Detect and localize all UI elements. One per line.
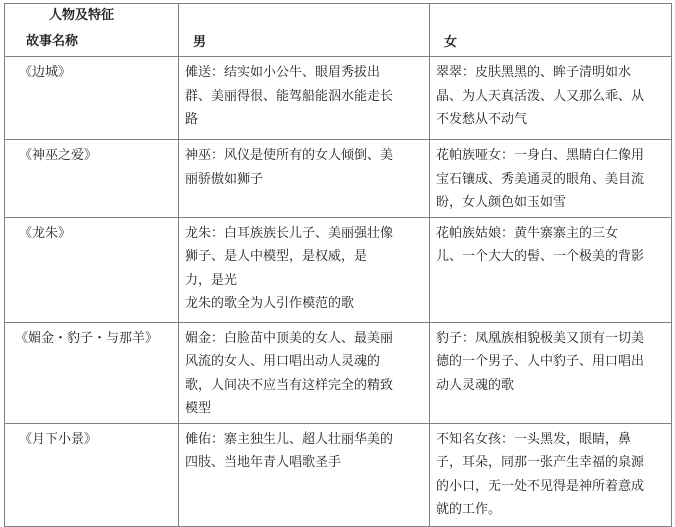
male-description — [179, 217, 430, 322]
story-title: 《媚金・豹子・与那羊》 — [5, 322, 179, 423]
male-description — [179, 423, 430, 526]
corner-header-bottom: 故事名称 — [26, 34, 79, 49]
text-line: 狮子、是人中模型，是权威，是 — [185, 249, 368, 264]
male-description — [179, 57, 430, 140]
text-line: 德的一个男子、人中豹子、用口唱出 — [436, 354, 645, 369]
text-line: 盼，女人颜色如玉如雪 — [436, 195, 567, 210]
text-line: 就的工作。 — [436, 502, 502, 517]
table-header-row — [5, 4, 672, 57]
text-line: 风流的女人、用口唱出动人灵魂的 — [185, 354, 381, 369]
text-line: 傩送：结实如小公牛、眼眉秀拔出 — [185, 65, 381, 80]
text-line: 龙朱：白耳族族长儿子、美丽强壮像 — [185, 225, 394, 241]
story-title: 《龙朱》 — [5, 217, 179, 322]
table-row — [5, 322, 672, 423]
text-line: 的小口，无一处不见得是神所着意成 — [436, 478, 645, 494]
text-line: 路 — [185, 112, 199, 127]
text-line: 宝石镶成、秀美通灵的眼角、美目流 — [436, 171, 645, 187]
corner-header-top: 人物及特征 — [49, 8, 115, 23]
text-line: 丽骄傲如狮子 — [185, 171, 264, 187]
text-line: 晶、为人天真活泼、人又那么乖、从 — [436, 88, 645, 104]
text-line: 龙朱的歌全为人引作模范的歌 — [185, 296, 355, 311]
text-line: 花帕族哑女：一身白、黑睛白仁像用 — [436, 148, 645, 163]
text-line: 翠翠：皮肤黑黑的、眸子清明如水 — [436, 65, 632, 80]
text-line: 动人灵魂的歌 — [436, 377, 515, 393]
text-line: 媚金：白脸苗中顶美的女人、最美丽 — [185, 330, 394, 346]
male-column-header: 男 — [179, 4, 430, 57]
male-description — [179, 140, 430, 218]
text-line: 四肢、当地年青人唱歌圣手 — [185, 455, 342, 470]
female-description — [430, 423, 672, 526]
female-description — [430, 217, 672, 322]
character-table — [4, 3, 672, 527]
story-title: 《边城》 — [5, 57, 179, 140]
text-line: 傩佑：寨主独生儿、超人壮丽华美的 — [185, 431, 394, 447]
female-column-header: 女 — [430, 4, 672, 57]
text-line: 神巫：风仪是使所有的女人倾倒、美 — [185, 148, 394, 163]
corner-header-cell — [5, 4, 179, 57]
male-description — [179, 322, 430, 423]
text-line: 歌，人间决不应当有这样完全的精致 — [185, 377, 394, 393]
female-description — [430, 140, 672, 218]
text-line: 不知名女孩：一头黑发，眼睛，鼻 — [436, 431, 632, 447]
table-row — [5, 140, 672, 218]
text-line: 模型 — [185, 401, 212, 416]
table-row — [5, 423, 672, 526]
female-description — [430, 57, 672, 140]
story-title: 《神巫之爱》 — [5, 140, 179, 218]
table-row — [5, 57, 672, 140]
story-title: 《月下小景》 — [5, 423, 179, 526]
text-line: 豹子：凤凰族相貌极美又顶有一切美 — [436, 330, 645, 346]
text-line: 花帕族姑娘：黄牛寨寨主的三女 — [436, 225, 619, 241]
text-line: 群、美丽得很、能驾船能泅水能走长 — [185, 88, 394, 104]
female-description — [430, 322, 672, 423]
text-line: 儿、一个大大的髻、一个极美的背影 — [436, 249, 645, 264]
table-row — [5, 217, 672, 322]
text-line: 不发愁从不动气 — [436, 112, 528, 127]
text-line: 子，耳朵，同那一张产生幸福的泉源 — [436, 455, 645, 470]
text-line: 力，是光 — [185, 272, 238, 288]
